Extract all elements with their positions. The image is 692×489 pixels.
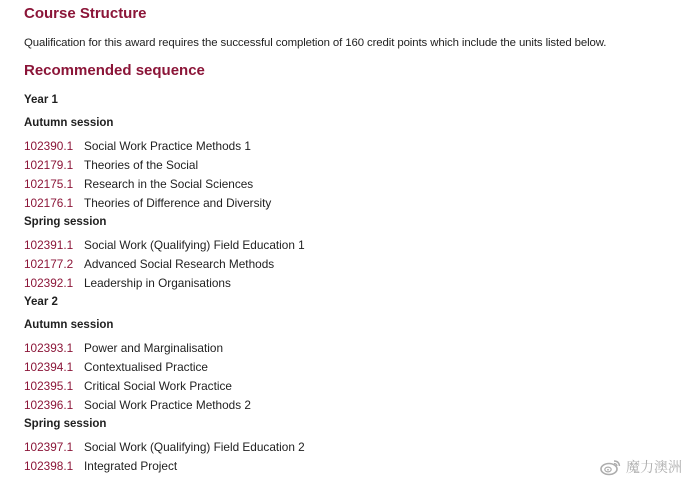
- course-structure-heading: Course Structure: [24, 5, 147, 22]
- unit-code-link[interactable]: 102393.1: [24, 341, 74, 355]
- unit-code-link[interactable]: 102397.1: [24, 440, 74, 454]
- unit-code-link[interactable]: 102176.1: [24, 196, 74, 210]
- unit-code-link[interactable]: 102395.1: [24, 379, 74, 393]
- unit-name: Critical Social Work Practice: [84, 379, 232, 393]
- unit-name: Social Work (Qualifying) Field Education 1: [84, 238, 305, 252]
- watermark: [600, 457, 682, 477]
- unit-code-link[interactable]: 102175.1: [24, 177, 74, 191]
- unit-name: Social Work Practice Methods 2: [84, 398, 251, 412]
- unit-code-link[interactable]: 102394.1: [24, 360, 74, 374]
- session-title: Spring session: [24, 418, 107, 430]
- session-title: Spring session: [24, 216, 107, 228]
- session-title: Autumn session: [24, 117, 114, 129]
- unit-code-link[interactable]: 102390.1: [24, 139, 74, 153]
- session-title: Autumn session: [24, 319, 114, 331]
- unit-code-link[interactable]: 102396.1: [24, 398, 74, 412]
- unit-name: Research in the Social Sciences: [84, 177, 254, 191]
- unit-name: Integrated Project: [84, 459, 178, 473]
- unit-code-link[interactable]: 102391.1: [24, 238, 74, 252]
- unit-name: Advanced Social Research Methods: [84, 257, 275, 271]
- unit-name: Social Work Practice Methods 1: [84, 139, 251, 153]
- recommended-sequence-heading: Recommended sequence: [24, 62, 205, 79]
- unit-name: Leadership in Organisations: [84, 276, 231, 290]
- weibo-icon: [600, 458, 622, 476]
- unit-code-link[interactable]: 102398.1: [24, 459, 74, 473]
- unit-name: Social Work (Qualifying) Field Education 2: [84, 440, 305, 454]
- unit-name: Contextualised Practice: [84, 360, 208, 374]
- unit-code-link[interactable]: 102392.1: [24, 276, 74, 290]
- year-title: Year 1: [24, 94, 58, 106]
- unit-code-link[interactable]: 102177.2: [24, 257, 74, 271]
- course-structure-intro: Qualification for this award requires the successful completion of 160 credit points which include the units listed below.: [24, 37, 607, 49]
- watermark-text: 魔力澳洲: [626, 460, 682, 476]
- year-title: Year 2: [24, 296, 58, 308]
- unit-name: Theories of Difference and Diversity: [84, 196, 272, 210]
- unit-name: Power and Marginalisation: [84, 341, 224, 355]
- unit-code-link[interactable]: 102179.1: [24, 158, 74, 172]
- unit-name: Theories of the Social: [84, 158, 199, 172]
